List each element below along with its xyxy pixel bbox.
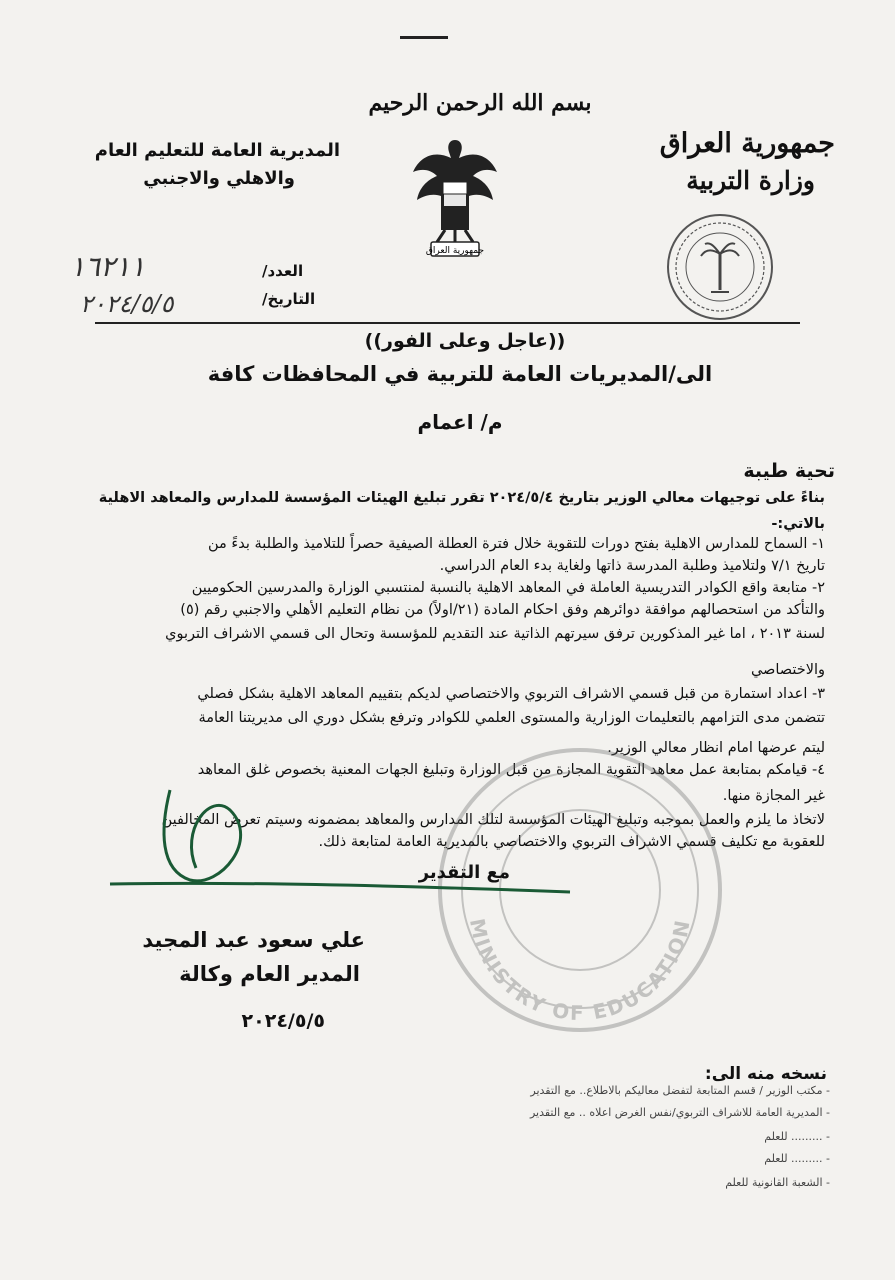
handwritten-number: ١٦٢١١ (70, 250, 146, 283)
signer-name: علي سعود عبد المجيد (142, 928, 365, 952)
body-line: لسنة ٢٠١٣ ، اما غير المذكورين ترفق سيرتهم الذاتية عند التقديم للمؤسسة وتحال الى قسمي الاشراف التربوي (165, 626, 825, 642)
body-line: ليتم عرضها امام انظار معالي الوزير. (607, 740, 825, 756)
basmala: بسم الله الرحمن الرحيم (368, 90, 592, 116)
signature-date: ٢٠٢٤/٥/٥ (241, 1010, 325, 1032)
emblem-caption: جمهورية العراق (425, 246, 485, 256)
body-line: لاتخاذ ما يلزم والعمل بموجبه وتبليغ الهيئات المؤسسة لتلك المدارس والمعاهد بمضمونه وسيتم تعرض المخالفين (161, 812, 825, 828)
handwritten-date: ٢٠٢٤/٥/٥ (80, 290, 174, 318)
urgency-note: ((عاجل وعلى الفور)) (364, 330, 566, 352)
eagle-emblem (405, 130, 505, 265)
body-line: ٢- متابعة واقع الكوادر التدريسية العاملة في المعاهد الاهلية بالنسبة لمنتسبي الوزارة والمدرسين الحكوميين (191, 580, 825, 596)
copy-line: - ......... للعلم (764, 1130, 830, 1143)
eagle-icon (413, 140, 497, 256)
body-line: ١- السماح للمدارس الاهلية بفتح دورات للتقوية خلال فترة العطلة الصيفية حصراً للتلاميذ والطلبة بدءً من (208, 536, 825, 552)
handwritten-signature (100, 770, 580, 930)
subject-line: م/ اعمام (417, 410, 503, 434)
copy-line: - المديرية العامة للاشراف التربوي/نفس الغرض اعلاه .. مع التقدير (529, 1106, 830, 1119)
header-divider (95, 322, 800, 324)
signer-title: المدير العام وكالة (179, 962, 360, 986)
copies-title: نسخه منه الى: (704, 1064, 827, 1084)
number-label: العدد/ (262, 262, 304, 280)
country-name: جمهورية العراق (659, 128, 835, 159)
body-line: للعقوبة مع تكليف قسمي الاشراف التربوي والاختصاصي بالمديرية العامة لمتابعة ذلك. (318, 834, 825, 850)
date-label: التاريخ/ (262, 290, 316, 308)
body-line: ٣- اعداد استمارة من قبل قسمي الاشراف التربوي والاختصاصي لديكم بتقييم المعاهد الاهلية بشكل فصلي (197, 686, 825, 702)
greeting: تحية طيبة (743, 460, 835, 482)
body-line: تتضمن مدى التزامهم بالتعليمات الوزارية والمستوى العلمي للكوادر وترفع بشكل دوري الى مديريتنا العامة (198, 710, 825, 726)
seal-text: MINISTRY OF EDUCATION (465, 916, 695, 1026)
ministry-name: وزارة التربية (686, 166, 815, 195)
body-line: والتأكد من استحصالهم موافقة دوائرهم وفق احكام المادة (٢١/اولاً) من نظام التعليم الأهلي والاجنبي رقم (٥) (180, 602, 825, 618)
body-line: تاريخ ٧/١ ولتلاميذ وطلبة المدرسة ذاتها ولغاية بدء العام الدراسي. (439, 558, 825, 574)
body-line: بالاتي:- (771, 516, 825, 532)
top-mark (400, 36, 448, 39)
copy-line: - ......... للعلم (764, 1152, 830, 1165)
ministry-stamp (665, 212, 775, 322)
palm-tree-icon (701, 243, 739, 292)
body-line: ٤- قيامكم بمتابعة عمل معاهد التقوية المجازة من قبل الوزارة وتبليغ الجهات المعنية بخصوص غلق المعاهد (197, 762, 825, 778)
body-line: بناءً على توجيهات معالي الوزير بتاريخ ٢٠٢٤/٥/٤ تقرر تبليغ الهيئات المؤسسة للمدارس والمعاهد الاهلية (98, 490, 825, 506)
closing-regards: مع التقدير (418, 862, 510, 883)
recipient: الى/المديريات العامة للتربية في المحافظات كافة (207, 362, 713, 386)
directorate-line-2: والاهلي والاجنبي (143, 168, 295, 189)
directorate-line-1: المديرية العامة للتعليم العام (94, 140, 340, 161)
copy-line: - الشعبة القانونية للعلم (725, 1176, 830, 1189)
body-line: والاختصاصي (750, 662, 825, 678)
body-line: غير المجازة منها. (722, 788, 825, 804)
copy-line: - مكتب الوزير / قسم المتابعة لتفضل معاليكم بالاطلاع.. مع التقدير (530, 1084, 830, 1097)
